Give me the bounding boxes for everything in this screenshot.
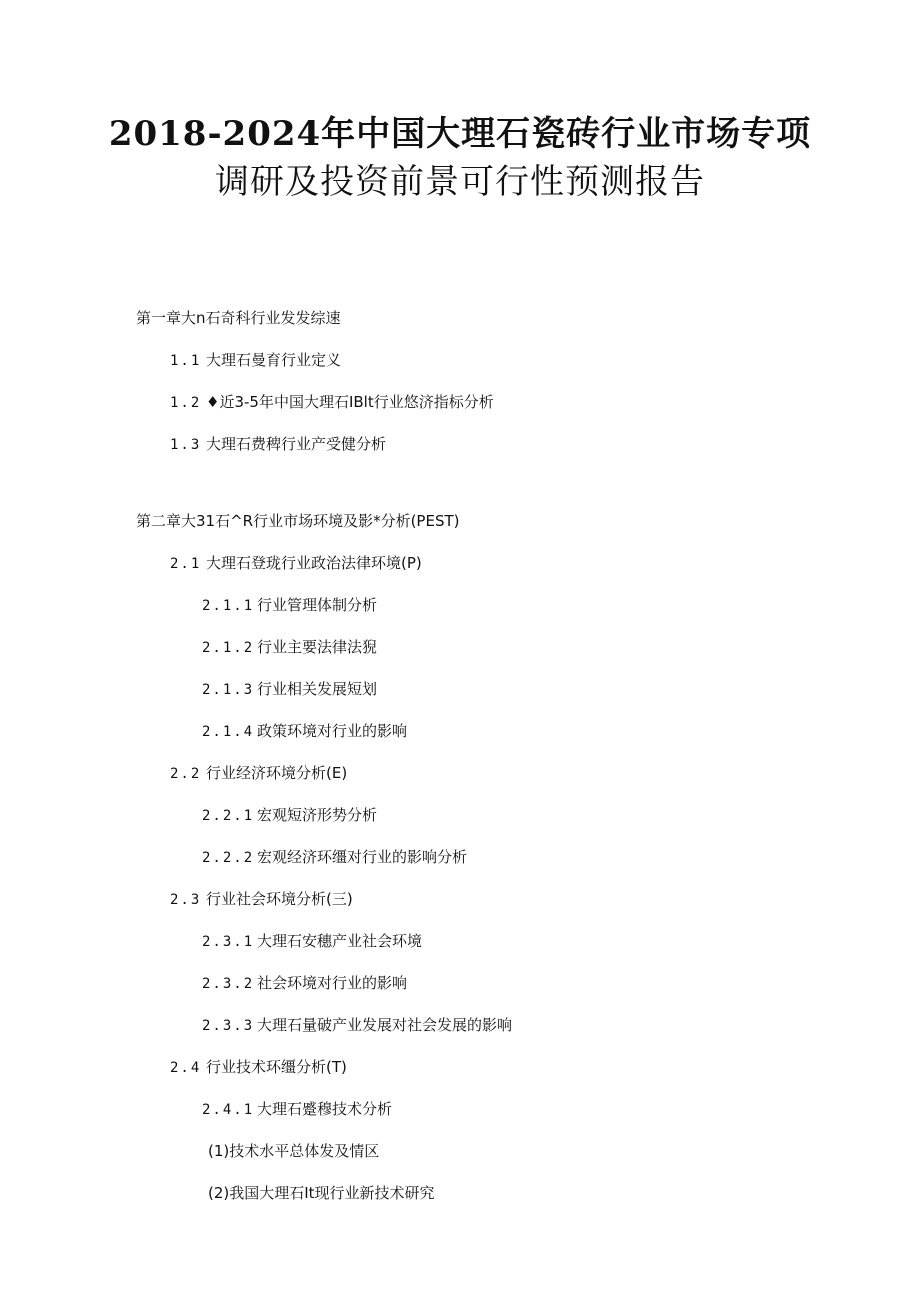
toc-section-text: 大理石费稗行业产受健分析 bbox=[206, 435, 387, 453]
toc-section-number: 1.3 bbox=[170, 437, 202, 453]
toc-section-2-2 bbox=[170, 762, 347, 785]
toc-subsection-2-1-2 bbox=[202, 636, 377, 659]
toc-subsection-2-1-4 bbox=[202, 720, 407, 743]
toc-subsection-number: 2.1.4 bbox=[202, 724, 255, 740]
toc-section-1-3 bbox=[170, 433, 386, 456]
toc-subsection-number: 2.3.2 bbox=[202, 976, 255, 992]
toc-subsection-number: 2.3.3 bbox=[202, 1018, 255, 1034]
toc-subsection-2-2-2 bbox=[202, 846, 467, 869]
toc-subsection-2-1-3 bbox=[202, 678, 377, 701]
toc-subsection-number: 2.2.2 bbox=[202, 850, 255, 866]
toc-subsection-text: 大理石量破产业发展对社会发展的影响 bbox=[257, 1016, 513, 1034]
toc-section-2-4 bbox=[170, 1056, 347, 1079]
toc-chapter-1: 第一章大n石奇科行业发发综速 bbox=[136, 309, 341, 327]
toc-subsection-number: 2.2.1 bbox=[202, 808, 255, 824]
toc-subsection-2-4-1 bbox=[202, 1098, 392, 1121]
toc-section-text: 行业技术环缰分析(T) bbox=[206, 1058, 347, 1076]
toc-subsection-text: 行业相关发展短划 bbox=[257, 680, 378, 698]
toc-subsection-2-3-1 bbox=[202, 930, 422, 953]
toc-subsection-text: 行业主要法律法猊 bbox=[257, 638, 378, 656]
toc-section-number: 2.2 bbox=[170, 766, 202, 782]
toc-subsection-text: 社会环境对行业的影响 bbox=[257, 974, 408, 992]
toc-item-tech-overview: (1)技术水平总体发及情区 bbox=[208, 1142, 380, 1160]
toc-section-number: 2.3 bbox=[170, 892, 202, 908]
report-title-line-2: 调研及投资前景可行性预测报告 bbox=[215, 162, 705, 202]
toc-subsection-number: 2.1.3 bbox=[202, 682, 255, 698]
toc-item-new-tech-research: (2)我国大理石It现行业新技术研究 bbox=[208, 1184, 435, 1202]
toc-section-text: 大理石登珑行业政治法律环境(P) bbox=[206, 554, 422, 572]
toc-subsection-text: 行业管理体制分析 bbox=[257, 596, 378, 614]
toc-section-text: ♦近3-5年中国大理石IBlt行业悠济指标分析 bbox=[206, 393, 494, 411]
toc-subsection-2-3-3 bbox=[202, 1014, 512, 1037]
toc-subsection-2-2-1 bbox=[202, 804, 377, 827]
toc-section-text: 行业经济环境分析(E) bbox=[206, 764, 348, 782]
toc-section-text: 行业社会环境分析(三) bbox=[206, 890, 353, 908]
toc-section-2-3 bbox=[170, 888, 353, 911]
toc-section-2-1 bbox=[170, 552, 422, 575]
toc-subsection-number: 2.1.2 bbox=[202, 640, 255, 656]
toc-section-number: 2.4 bbox=[170, 1060, 202, 1076]
toc-section-1-2 bbox=[170, 391, 494, 414]
toc-chapter-2: 第二章大31石^R行业市场环境及影*分析(PEST) bbox=[136, 512, 460, 530]
toc-section-1-1 bbox=[170, 349, 341, 372]
toc-subsection-text: 宏观经济环缰对行业的影响分析 bbox=[257, 848, 468, 866]
toc-section-number: 2.1 bbox=[170, 556, 202, 572]
toc-subsection-2-1-1 bbox=[202, 594, 377, 617]
toc-subsection-number: 2.3.1 bbox=[202, 934, 255, 950]
toc-section-number: 1.1 bbox=[170, 353, 202, 369]
toc-subsection-number: 2.4.1 bbox=[202, 1102, 255, 1118]
toc-section-text: 大理石曼育行业定义 bbox=[206, 351, 342, 369]
toc-subsection-number: 2.1.1 bbox=[202, 598, 255, 614]
toc-subsection-text: 政策环境对行业的影响 bbox=[257, 722, 408, 740]
toc-subsection-2-3-2 bbox=[202, 972, 407, 995]
toc-subsection-text: 大理石安穗产业社会环境 bbox=[257, 932, 423, 950]
toc-subsection-text: 宏观短济形势分析 bbox=[257, 806, 378, 824]
toc-section-number: 1.2 bbox=[170, 395, 202, 411]
toc-subsection-text: 大理石蹙穆技术分析 bbox=[257, 1100, 393, 1118]
report-title-line-1: 2018-2024年中国大理石瓷砖行业市场专项 bbox=[108, 114, 812, 154]
